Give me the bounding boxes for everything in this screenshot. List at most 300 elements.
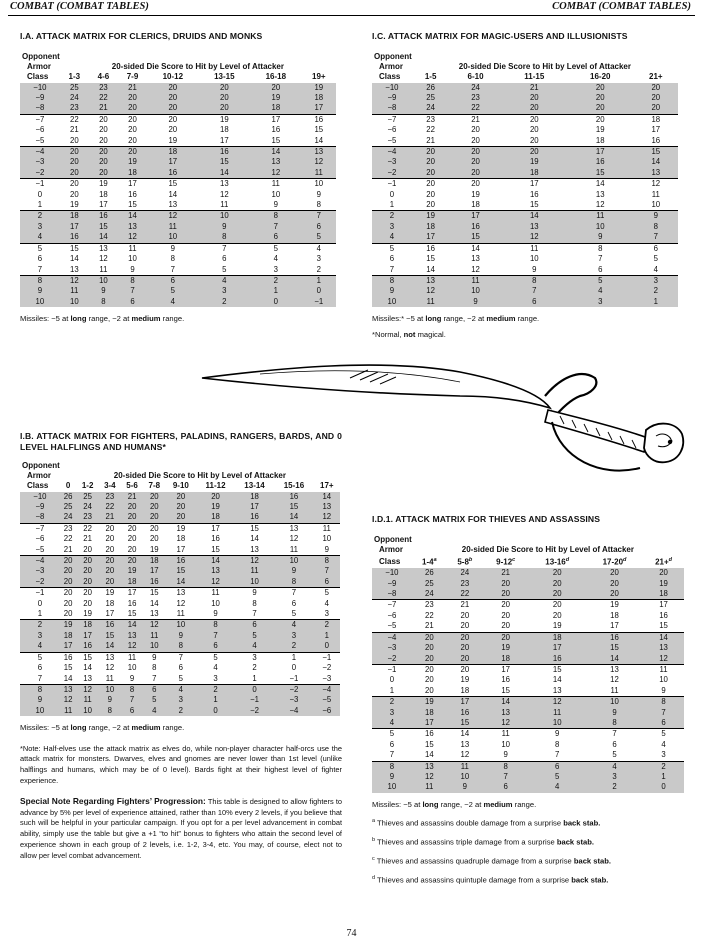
score-cell: 12 xyxy=(121,641,143,652)
score-cell: 9 xyxy=(661,685,666,695)
armor-class-cell: −7 xyxy=(20,523,60,534)
score-cell: 8 xyxy=(250,211,302,222)
score-cell: 16 xyxy=(89,211,118,222)
score-cell: 17 xyxy=(447,697,483,708)
armor-class-cell: −4 xyxy=(372,147,412,158)
score-cell: 0 xyxy=(196,706,235,716)
score-cell: −1 xyxy=(302,297,336,307)
score-cell: 10 xyxy=(447,772,483,782)
head-spacer xyxy=(60,52,336,62)
level-header: 17+ xyxy=(320,481,334,491)
score-cell: 10 xyxy=(529,254,539,264)
score-cell: 6 xyxy=(235,620,274,631)
score-cell: 20 xyxy=(121,502,143,512)
score-cell: 12 xyxy=(118,232,147,243)
score-cell: 12 xyxy=(289,534,299,544)
matrix-section-b xyxy=(20,431,342,862)
score-cell: 18 xyxy=(634,114,678,125)
emphasis-text: long xyxy=(70,314,87,324)
table-row xyxy=(20,599,340,609)
score-cell: 15 xyxy=(235,523,274,534)
score-cell: 10 xyxy=(199,211,251,222)
score-cell: 16 xyxy=(529,654,586,665)
level-footnote-mark: d xyxy=(623,557,627,564)
table-row xyxy=(372,697,684,708)
score-cell: 16 xyxy=(449,222,501,232)
score-cell: 2 xyxy=(634,286,678,296)
score-cell: 20 xyxy=(83,598,92,608)
score-cell: 16 xyxy=(127,598,137,608)
table-row xyxy=(372,589,684,600)
score-cell: 9 xyxy=(532,264,537,274)
note-text: range. xyxy=(160,314,185,324)
score-cell: 14 xyxy=(121,620,143,631)
score-cell: 8 xyxy=(89,297,118,307)
score-cell: 14 xyxy=(63,673,73,683)
score-cell: 19 xyxy=(69,200,79,210)
armor-class-cell: −10 xyxy=(372,83,412,93)
score-cell: 20 xyxy=(250,83,302,93)
score-cell: 10 xyxy=(651,200,661,210)
score-cell: 15 xyxy=(501,685,511,695)
score-cell: 2 xyxy=(199,297,251,307)
score-cell: 7 xyxy=(586,729,643,740)
table-row xyxy=(372,729,684,740)
head-armor: Armor xyxy=(379,62,404,72)
score-cell: 11 xyxy=(289,544,298,554)
table-header xyxy=(20,52,336,83)
score-cell: 23 xyxy=(89,83,118,93)
score-cell: 14 xyxy=(83,663,92,673)
score-cell: 16 xyxy=(586,632,643,643)
score-cell: 5 xyxy=(567,275,634,286)
attack-matrix-table xyxy=(20,461,340,716)
level-header: 7-9 xyxy=(126,72,139,82)
score-cell: 20 xyxy=(99,135,108,145)
score-cell: 20 xyxy=(552,610,562,620)
armor-class-cell: 8 xyxy=(372,761,412,772)
score-cell: 19 xyxy=(460,675,470,685)
score-cell: 7 xyxy=(634,232,678,243)
score-cell: 5 xyxy=(291,609,297,619)
score-cell: 10 xyxy=(211,598,220,608)
score-cell: 24 xyxy=(447,568,483,578)
table-row xyxy=(372,157,678,167)
score-cell: 7 xyxy=(643,708,684,718)
score-cell: 19 xyxy=(586,600,643,611)
score-cell: 16 xyxy=(567,157,634,167)
score-cell: 16 xyxy=(412,243,450,254)
armor-class-cell: 5 xyxy=(372,243,412,254)
matrix-section-a xyxy=(20,31,338,325)
score-cell: 18 xyxy=(99,189,108,199)
score-cell: 21 xyxy=(121,492,143,502)
score-cell: 20 xyxy=(60,179,89,190)
score-cell: 18 xyxy=(60,631,77,641)
note-text: Missiles:* −5 at xyxy=(372,314,426,324)
header-row xyxy=(372,535,684,545)
level-header: 5-8$^b$ xyxy=(457,557,473,568)
score-cell: 18 xyxy=(302,93,336,103)
score-cell: −4 xyxy=(274,706,313,716)
table-row xyxy=(20,512,340,523)
score-cell: 4 xyxy=(274,620,313,631)
score-cell: 3 xyxy=(316,254,321,264)
score-cell: 20 xyxy=(412,654,447,665)
armor-class-cell: −1 xyxy=(20,588,60,599)
score-cell: 3 xyxy=(165,695,196,705)
head-class: Class xyxy=(379,556,401,566)
table-row xyxy=(20,211,336,222)
score-cell: 25 xyxy=(77,492,99,502)
score-cell: 10 xyxy=(322,534,332,544)
score-cell: 15 xyxy=(426,254,435,264)
score-cell: 11 xyxy=(121,652,143,663)
score-cell: 9 xyxy=(235,588,274,599)
head-opponent: Opponent xyxy=(374,52,412,61)
level-header: 0 xyxy=(65,481,71,491)
score-cell: 25 xyxy=(60,83,89,93)
score-cell: 16 xyxy=(412,729,447,740)
score-cell: 5 xyxy=(143,695,165,705)
score-cell: 17 xyxy=(643,600,684,611)
special-note-title: Special Note Regarding Fighters’ Progression: xyxy=(20,795,206,806)
score-cell: 19 xyxy=(60,620,77,631)
score-cell: 13 xyxy=(196,566,235,576)
score-cell: 14 xyxy=(118,211,147,222)
score-cell: 17 xyxy=(121,588,143,599)
score-cell: 7 xyxy=(196,631,235,641)
score-cell: 16 xyxy=(99,620,121,631)
score-cell: 24 xyxy=(412,589,447,600)
level-header: 21+ xyxy=(649,72,663,82)
score-cell: 11 xyxy=(147,222,199,232)
score-cell: 20 xyxy=(567,103,634,114)
backstab-note xyxy=(372,835,686,848)
score-cell: 21 xyxy=(449,114,501,125)
score-cell: 10 xyxy=(89,275,118,286)
armor-class-cell: −4 xyxy=(20,556,60,567)
table-row xyxy=(372,579,684,589)
score-cell: 3 xyxy=(235,652,274,663)
section-title: I.C. ATTACK MATRIX FOR MAGIC-USERS AND ILLUSIONISTS xyxy=(372,31,628,41)
score-cell: 6 xyxy=(502,297,567,307)
score-cell: 8 xyxy=(483,761,529,772)
score-cell: 6 xyxy=(643,718,684,729)
score-cell: 20 xyxy=(199,93,251,103)
score-cell: 6 xyxy=(147,275,199,286)
score-cell: 13 xyxy=(60,684,77,695)
score-cell: 5 xyxy=(178,673,184,683)
score-cell: 11 xyxy=(105,673,114,683)
armor-class-cell: −5 xyxy=(387,621,397,631)
score-cell: 14 xyxy=(250,147,302,158)
table-row xyxy=(372,200,678,211)
score-cell: 18 xyxy=(471,200,480,210)
score-cell: 15 xyxy=(586,643,643,653)
score-cell: 14 xyxy=(426,264,435,274)
score-cell: 7 xyxy=(121,695,143,705)
score-cell: 8 xyxy=(274,577,313,588)
armor-class-cell: 3 xyxy=(20,222,60,232)
score-cell: 11 xyxy=(77,695,99,705)
score-cell: 13 xyxy=(99,652,121,663)
score-cell: 6 xyxy=(118,297,147,307)
score-cell: 13 xyxy=(165,588,196,599)
score-cell: 9 xyxy=(99,695,121,705)
armor-class-cell: 5 xyxy=(372,729,412,740)
score-cell: 20 xyxy=(567,114,634,125)
armor-class-cell: 8 xyxy=(20,684,60,695)
score-cell: 17 xyxy=(449,211,501,222)
score-cell: 12 xyxy=(219,189,229,199)
score-cell: 15 xyxy=(529,200,539,210)
level-header: 16-20 xyxy=(590,72,611,82)
table-row xyxy=(372,686,684,697)
score-cell: 14 xyxy=(552,675,562,685)
backstab-notes xyxy=(372,816,686,886)
emphasis-text: long xyxy=(70,723,87,733)
score-cell: 9 xyxy=(447,782,483,792)
score-cell: 0 xyxy=(314,641,340,652)
score-cell: 11 xyxy=(250,179,302,190)
level-header: 3-4 xyxy=(104,481,116,491)
score-cell: 18 xyxy=(643,589,684,600)
score-cell: 1 xyxy=(314,631,340,641)
special-note-text: This table is designed to allow fighters to advance by 5% per level of experience attained, rather than 10% every 2 levels, if you believe that such will be helpful in your particular campaign. If you opt for a per level advancement in combat ability, simply use the table but give a +1 “to hit” bonus to fighters who attain the second level of experience shown in each group of 2 levels, i.e. 1-2, 3-4, etc. You may, of course, elect not to allow per level combat advancement. xyxy=(20,796,343,860)
score-cell: 20 xyxy=(77,588,99,599)
score-cell: 20 xyxy=(149,534,159,544)
table-row xyxy=(20,674,340,685)
table-row xyxy=(20,103,336,114)
level-header: 1-5 xyxy=(424,72,437,82)
armor-class-cell: 4 xyxy=(372,232,412,243)
score-cell: −2 xyxy=(274,684,313,695)
note-mark: b xyxy=(372,837,376,844)
head-caption: 20-sided Die Score to Hit by Level of Attacker xyxy=(461,545,634,555)
score-cell: 12 xyxy=(483,718,529,729)
armor-class-cell: 9 xyxy=(20,286,60,296)
score-cell: 14 xyxy=(586,654,643,665)
table-row xyxy=(20,190,336,200)
score-cell: 20 xyxy=(412,168,450,179)
score-cell: 15 xyxy=(77,652,99,663)
score-cell: 1 xyxy=(274,652,313,663)
table-row xyxy=(20,706,340,716)
score-cell: 13 xyxy=(250,544,259,554)
head-spacer xyxy=(412,535,684,545)
score-cell: 7 xyxy=(502,286,567,296)
level-header: 1-4$^a$ xyxy=(422,557,437,568)
score-cell: 20 xyxy=(529,589,586,600)
score-cell: 4 xyxy=(653,264,658,274)
score-cell: 20 xyxy=(426,189,435,199)
score-cell: 0 xyxy=(302,286,336,296)
score-cell: 6 xyxy=(483,782,529,792)
score-cell: 20 xyxy=(501,610,511,620)
score-cell: 18 xyxy=(121,577,143,588)
note-text: magical. xyxy=(415,329,446,339)
score-cell: 7 xyxy=(314,566,340,576)
score-cell: 12 xyxy=(250,168,302,179)
score-cell: 6 xyxy=(302,222,336,232)
table-row xyxy=(372,168,678,179)
score-cell: 8 xyxy=(567,243,634,254)
score-cell: 0 xyxy=(291,663,297,673)
score-cell: 11 xyxy=(143,631,165,641)
table-row xyxy=(372,297,678,307)
score-cell: 13 xyxy=(483,708,529,718)
score-cell: 15 xyxy=(567,168,634,179)
level-header: 17-20$^d$ xyxy=(602,557,627,568)
score-cell: 4 xyxy=(529,782,586,792)
score-cell: 20 xyxy=(424,675,434,685)
score-cell: 17 xyxy=(250,114,302,125)
score-cell: −3 xyxy=(322,673,332,683)
score-cell: 14 xyxy=(314,492,340,502)
score-cell: −1 xyxy=(289,673,299,683)
score-cell: 20 xyxy=(529,135,539,145)
score-cell: 10 xyxy=(143,641,165,652)
head-armor: Armor xyxy=(379,545,404,555)
score-cell: 21 xyxy=(483,568,529,578)
score-cell: 15 xyxy=(271,135,281,145)
score-cell: 21 xyxy=(99,512,121,523)
score-cell: 4 xyxy=(324,598,329,608)
score-cell: 20 xyxy=(99,577,121,588)
score-cell: 7 xyxy=(555,750,560,760)
armor-class-cell: 4 xyxy=(20,232,60,243)
score-cell: 14 xyxy=(199,168,251,179)
score-cell: 20 xyxy=(165,502,196,512)
score-cell: 13 xyxy=(586,664,643,675)
score-cell: 20 xyxy=(128,135,137,145)
score-cell: 9 xyxy=(199,222,251,232)
score-cell: 25 xyxy=(60,502,77,512)
score-cell: 20 xyxy=(412,643,447,653)
score-cell: 20 xyxy=(69,135,79,145)
score-cell: 20 xyxy=(63,609,73,619)
head-armor: Armor xyxy=(27,471,52,481)
matrix-section-d xyxy=(372,514,686,886)
score-cell: 17 xyxy=(302,103,336,114)
score-cell: 5 xyxy=(302,232,336,243)
table-row xyxy=(372,750,684,761)
table-row xyxy=(372,675,684,685)
score-cell: 11 xyxy=(502,243,567,254)
score-cell: 18 xyxy=(595,135,605,145)
score-cell: 20 xyxy=(121,512,143,523)
score-cell: 9 xyxy=(567,232,634,243)
score-cell: −1 xyxy=(235,695,274,705)
backstab-note xyxy=(372,854,686,867)
note-text: *Normal, xyxy=(372,329,404,339)
score-cell: 12 xyxy=(595,200,605,210)
armor-class-cell: −2 xyxy=(372,168,412,179)
score-cell: 6 xyxy=(598,264,603,274)
head-caption: 20-sided Die Score to Hit by Level of Attacker xyxy=(111,62,284,72)
score-cell: 18 xyxy=(502,168,567,179)
score-cell: 7 xyxy=(165,652,196,663)
head-caption: 20-sided Die Score to Hit by Level of Attacker xyxy=(113,471,286,481)
score-cell: 20 xyxy=(118,93,147,103)
score-cell: 3 xyxy=(586,772,643,782)
score-cell: 10 xyxy=(302,179,336,190)
level-header: 5-6 xyxy=(126,481,138,491)
armor-class-cell: 6 xyxy=(37,663,43,673)
score-cell: 9 xyxy=(324,544,329,554)
armor-class-cell: 9 xyxy=(20,695,60,705)
score-cell: 12 xyxy=(60,695,77,705)
score-cell: 15 xyxy=(143,588,165,599)
score-cell: 19 xyxy=(643,579,684,589)
table-row xyxy=(372,243,678,254)
armor-class-cell: −8 xyxy=(372,589,412,600)
score-cell: 20 xyxy=(143,512,165,523)
score-cell: 20 xyxy=(89,114,118,125)
table-row xyxy=(372,114,678,125)
score-cell: 18 xyxy=(250,103,302,114)
score-cell: 12 xyxy=(412,772,447,782)
score-cell: 20 xyxy=(483,579,529,589)
score-cell: 0 xyxy=(250,297,302,307)
armor-class-cell: 6 xyxy=(37,254,43,264)
table-row xyxy=(372,93,678,103)
score-cell: 11 xyxy=(176,609,185,619)
table-row xyxy=(372,254,678,264)
score-cell: 18 xyxy=(143,556,165,567)
score-cell: 14 xyxy=(447,729,483,740)
table-row xyxy=(20,243,336,254)
score-cell: 19 xyxy=(412,211,450,222)
score-cell: 20 xyxy=(502,114,567,125)
score-cell: 15 xyxy=(211,544,220,554)
score-cell: 16 xyxy=(529,189,539,199)
score-cell: 14 xyxy=(165,577,196,588)
score-cell: 15 xyxy=(449,232,501,243)
emphasis-text: back stab. xyxy=(556,837,594,847)
table-row xyxy=(20,577,340,588)
score-cell: 14 xyxy=(643,632,684,643)
score-cell: 5 xyxy=(529,772,586,782)
note-mark: c xyxy=(372,856,375,863)
score-cell: 20 xyxy=(105,534,115,544)
header-row xyxy=(372,72,678,82)
score-cell: 15 xyxy=(199,157,251,167)
score-cell: 1 xyxy=(252,673,257,683)
score-cell: 20 xyxy=(77,556,99,567)
level-footnote-mark: c xyxy=(512,557,516,564)
score-cell: 19 xyxy=(471,189,480,199)
note-text: Thieves and assassins triple damage from a surprise xyxy=(375,837,557,847)
table-header xyxy=(20,461,340,492)
score-cell: 13 xyxy=(69,264,79,274)
score-cell: 10 xyxy=(586,697,643,708)
armor-class-cell: −10 xyxy=(20,492,60,502)
score-cell: 10 xyxy=(128,254,137,264)
score-cell: 14 xyxy=(168,189,178,199)
score-cell: 0 xyxy=(235,684,274,695)
score-cell: 4 xyxy=(586,761,643,772)
score-cell: 20 xyxy=(89,168,118,179)
score-cell: 20 xyxy=(483,589,529,600)
note-text: Thieves and assassins quintuple damage from a surprise xyxy=(375,875,572,885)
score-cell: 9 xyxy=(89,286,118,296)
table-row xyxy=(372,568,684,578)
armor-class-cell: −5 xyxy=(35,544,45,554)
score-cell: 2 xyxy=(165,706,196,716)
missiles-note xyxy=(372,800,686,811)
